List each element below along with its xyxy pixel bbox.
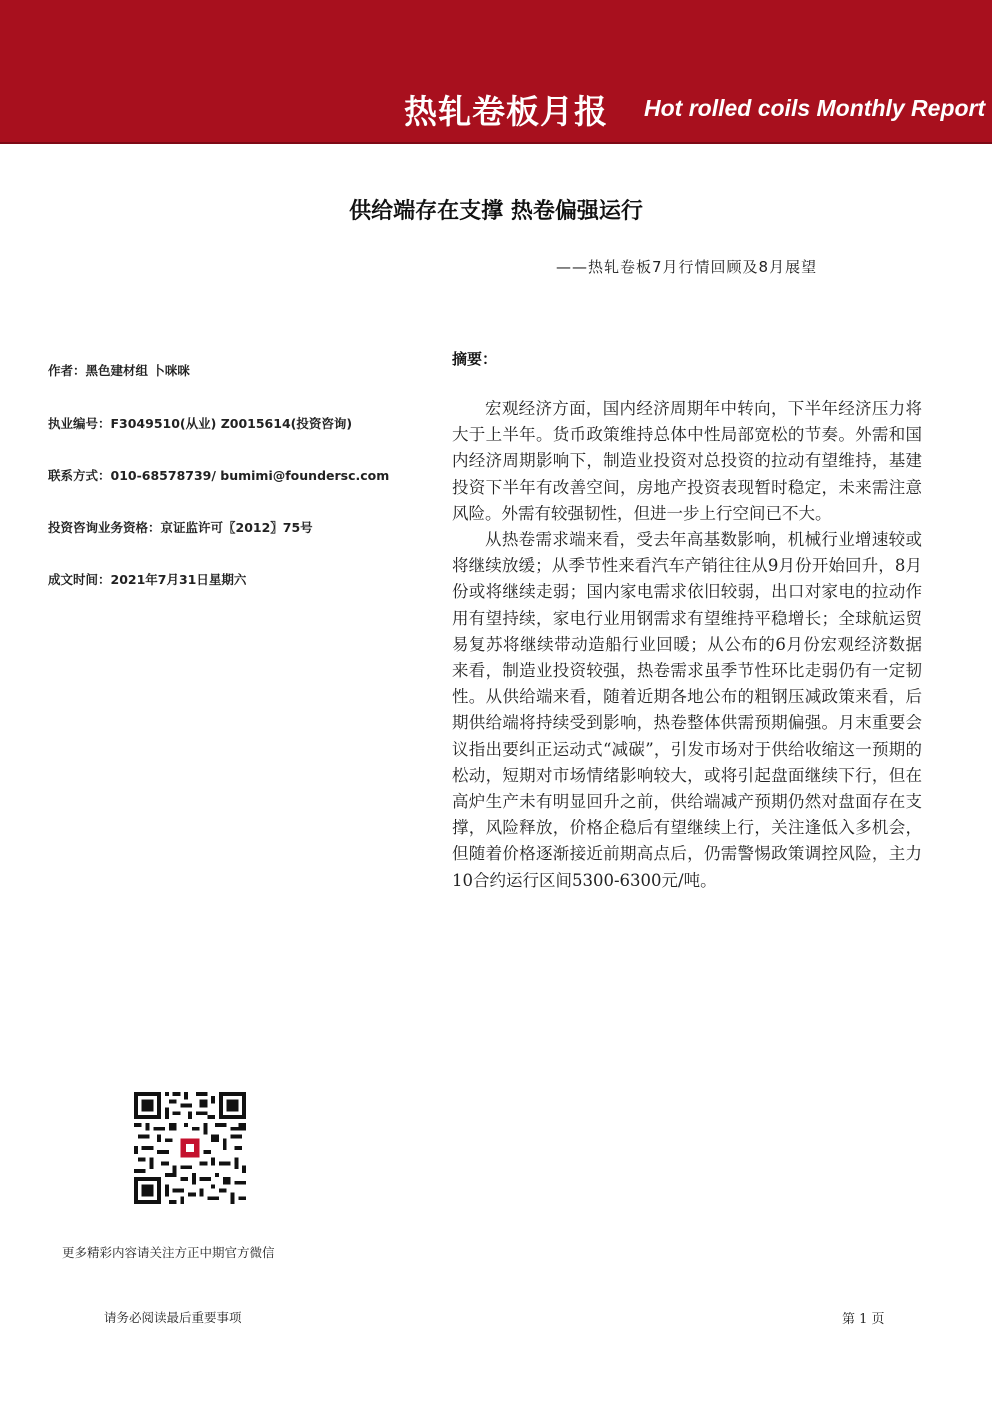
report-title-cn: 热轧卷板月报 — [404, 92, 608, 131]
footer-notice: 请务必阅读最后重要事项 — [104, 1310, 242, 1325]
date-line: 成文时间：2021年7月31日星期六 — [48, 572, 247, 587]
abstract-paragraph: 从热卷需求端来看，受去年高基数影响，机械行业增速较或将继续放缓；从季节性来看汽车产销往往从9月份开始回升，8月份或将继续走弱；国内家电需求依旧较弱，出口对家电的拉动作用有望持续，家电行业用钢需求有望维持平稳增长；全球航运贸易复苏将继续带动造船行业回暖；从公布的6月份宏观经济数据来看，制造业投资较强，热卷需求虽季节性环比走弱仍有一定韧性。从供给端来看，随着近期各地公布的粗钢压减政策来看，后期供给端将持续受到影响，热卷整体供需预期偏强。月末重要会议指出要纠正运动式“减碳”，引发市场对于供给收缩这一预期的松动，短期对市场情绪影响较大，或将引起盘面继续下行，但在高炉生产未有明显回升之前，供给端减产预期仍然对盘面存在支撑，风险释放，价格企稳后有望继续上行，关注逢低入多机会，但随着价格逐渐接近前期高点后，仍需警惕政策调控风险，主力10合约运行区间5300-6300元/吨。 — [452, 530, 922, 890]
abstract-body — [452, 396, 922, 894]
contact-line: 联系方式：010-68578739/ bumimi@foundersc.com — [48, 468, 390, 483]
author-line: 作者：黑色建材组 卜咪咪 — [48, 363, 190, 378]
qualification-line: 投资咨询业务资格：京证监许可〖2012〗75号 — [48, 520, 313, 535]
license-line: 执业编号：F3049510(从业) Z0015614(投资咨询) — [48, 416, 353, 431]
header-divider — [0, 142, 992, 144]
document-title: 供给端存在支撑 热卷偏强运行 — [349, 199, 643, 224]
abstract-label: 摘要： — [452, 350, 498, 368]
report-title-en: Hot rolled coils Monthly Report — [644, 95, 986, 121]
document-subtitle: ——热轧卷板7月行情回顾及8月展望 — [556, 258, 818, 276]
page-number: 第 1 页 — [842, 1312, 885, 1327]
abstract-paragraph: 宏观经济方面，国内经济周期年中转向，下半年经济压力将大于上半年。货币政策维持总体中性局部宽松的节奏。外需和国内经济周期影响下，制造业投资对总投资的拉动有望维持，基建投资下半年有改善空间，房地产投资表现暂时稳定，未来需注意风险。外需有较强韧性，但进一步上行空间已不大。 — [452, 399, 922, 523]
qr-code-icon — [134, 1092, 246, 1204]
qr-caption: 更多精彩内容请关注方正中期官方微信 — [62, 1245, 275, 1260]
